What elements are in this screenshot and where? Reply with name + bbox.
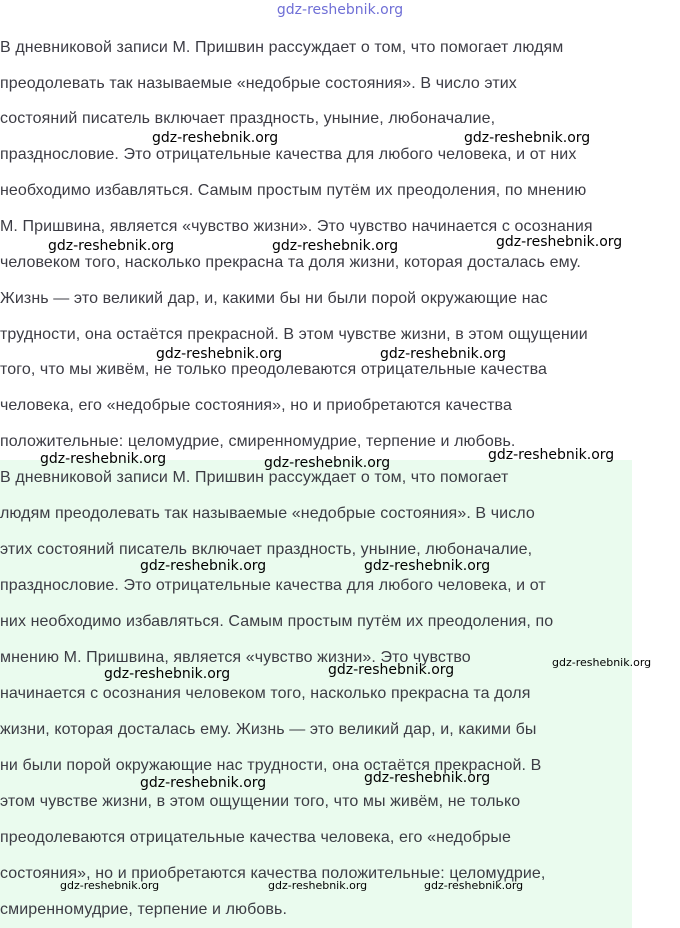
text-line: начинается с осознания человеком того, насколько прекрасна та доля: [0, 685, 531, 702]
text-line: М. Пришвина, является «чувство жизни». Это чувство начинается с осознания: [0, 218, 593, 235]
text-line: Жизнь — это великий дар, и, какими бы ни были порой окружающие нас: [0, 290, 548, 307]
paragraph-highlighted: [0, 460, 632, 928]
text-line: жизни, которая досталась ему. Жизнь — это великий дар, и, какими бы: [0, 721, 537, 738]
text-line: В дневниковой записи М. Пришвин рассуждает о том, что помогает людям: [0, 39, 564, 56]
text-line: человека, его «недобрые состояния», но и приобретаются качества: [0, 397, 512, 414]
watermark-text: gdz-reshebnik.org: [552, 656, 652, 669]
watermark-text: gdz-reshebnik.org: [48, 238, 175, 254]
text-line: состояния», но и приобретаются качества положительные: целомудрие,: [0, 865, 546, 882]
watermark-text: gdz-reshebnik.org: [424, 879, 524, 892]
text-line: преодолеваются отрицательные качества человека, его «недобрые: [0, 829, 511, 846]
watermark-text: gdz-reshebnik.org: [268, 879, 368, 892]
watermark-text: gdz-reshebnik.org: [364, 770, 491, 786]
watermark-text: gdz-reshebnik.org: [380, 346, 507, 362]
watermark-text: gdz-reshebnik.org: [104, 666, 231, 682]
watermark-text: gdz-reshebnik.org: [152, 130, 279, 146]
text-line: празднословие. Это отрицательные качества для любого человека, и от: [0, 577, 546, 594]
header-watermark: gdz-reshebnik.org: [276, 2, 404, 18]
text-line: положительные: целомудрие, смиренномудрие, терпение и любовь.: [0, 433, 516, 450]
watermark-text: gdz-reshebnik.org: [140, 558, 267, 574]
watermark-text: gdz-reshebnik.org: [272, 238, 399, 254]
text-line: этом чувстве жизни, в этом ощущении того, что мы живём, не только: [0, 793, 521, 810]
watermark-text: gdz-reshebnik.org: [328, 662, 455, 678]
watermark-text: gdz-reshebnik.org: [488, 447, 615, 463]
text-line: преодолевать так называемые «недобрые состояния». В число этих: [0, 75, 517, 92]
text-line: них необходимо избавляться. Самым простым путём их преодоления, по: [0, 613, 554, 630]
watermark-text: gdz-reshebnik.org: [156, 346, 283, 362]
text-line: человеком того, насколько прекрасна та доля жизни, которая досталась ему.: [0, 254, 581, 271]
watermark-text: gdz-reshebnik.org: [60, 879, 160, 892]
text-line: необходимо избавляться. Самым простым путём их преодоления, по мнению: [0, 182, 587, 199]
text-line: этих состояний писатель включает праздность, уныние, любоначалие,: [0, 541, 533, 558]
text-line: людям преодолевать так называемые «недобрые состояния». В число: [0, 505, 535, 522]
watermark-text: gdz-reshebnik.org: [364, 558, 491, 574]
watermark-text: gdz-reshebnik.org: [264, 455, 391, 471]
watermark-text: gdz-reshebnik.org: [464, 130, 591, 146]
text-line: состояний писатель включает праздность, уныние, любоначалие,: [0, 110, 496, 127]
text-line: того, что мы живём, не только преодолеваются отрицательные качества: [0, 361, 548, 378]
text-line: В дневниковой записи М. Пришвин рассуждает о том, что помогает: [0, 469, 509, 486]
text-line: празднословие. Это отрицательные качества для любого человека, и от них: [0, 146, 577, 163]
text-line: мнению М. Пришвина, является «чувство жизни». Это чувство: [0, 649, 471, 666]
watermark-text: gdz-reshebnik.org: [140, 775, 267, 791]
text-line: трудности, она остаётся прекрасной. В этом чувстве жизни, в этом ощущении: [0, 326, 588, 343]
text-line: смиренномудрие, терпение и любовь.: [0, 901, 288, 918]
watermark-text: gdz-reshebnik.org: [40, 451, 167, 467]
watermark-text: gdz-reshebnik.org: [496, 234, 623, 250]
text-line: ни были порой окружающие нас трудности, она остаётся прекрасной. В: [0, 757, 542, 774]
